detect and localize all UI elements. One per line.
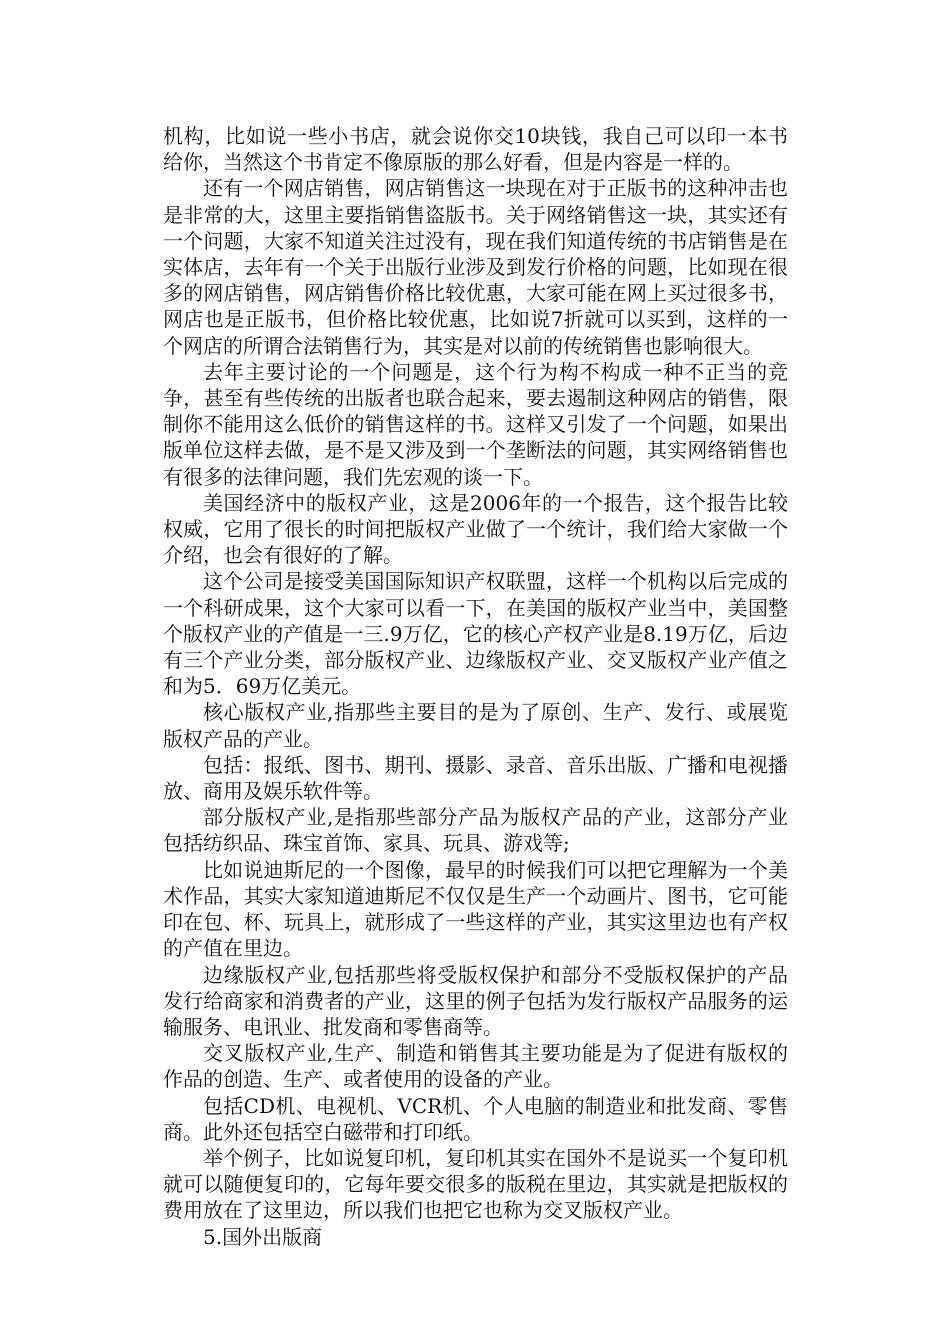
paragraph-2: 还有一个网店销售，网店销售这一块现在对于正版书的这种冲击也是非常的大，这里主要指销售盗版书。关于网络销售这一块，其实还有一个问题，大家不知道关注过没有，现在我们知道传统的书店销售是在实体店，去年有一个关于出版行业涉及到发行价格的问题，比如现在很多的网店销售，网店销售价格比较优惠，大家可能在网上买过很多书，网店也是正版书，但价格比较优惠，比如说7折就可以买到，这样的一个网店的所谓合法销售行为，其实是对以前的传统销售也影响很大。 xyxy=(163,176,788,358)
section-heading: 5.国外出版商 xyxy=(203,1224,323,1249)
paragraph-9: 比如说迪斯尼的一个图像，最早的时候我们可以把它理解为一个美术作品，其实大家知道迪斯尼不仅仅是生产一个动画片、图书，它可能印在包、杯、玩具上，就形成了一些这样的产业，其实这里边也有产权的产值在里边。 xyxy=(163,857,788,961)
paragraph-7: 包括：报纸、图书、期刊、摄影、录音、音乐出版、广播和电视播放、商用及娱乐软件等。 xyxy=(163,752,788,804)
paragraph-4: 美国经济中的版权产业，这是2006年的一个报告，这个报告比较权威，它用了很长的时间把版权产业做了一个统计，我们给大家做一个介绍，也会有很好的了解。 xyxy=(163,490,788,568)
paragraph-6: 核心版权产业,指那些主要目的是为了原创、生产、发行、或展览版权产品的产业。 xyxy=(163,700,788,751)
paragraph-13: 举个例子，比如说复印机，复印机其实在国外不是说买一个复印机就可以随便复印的，它每年要交很多的版税在里边，其实就是把版权的费用放在了这里边，所以我们也把它也称为交叉版权产业。 xyxy=(163,1145,788,1223)
paragraph-1: 机构，比如说一些小书店，就会说你交10块钱，我自己可以印一本书给你，当然这个书肯定不像原版的那么好看，但是内容是一样的。 xyxy=(163,124,788,175)
paragraph-5: 这个公司是接受美国国际知识产权联盟，这样一个机构以后完成的一个科研成果，这个大家可以看一下，在美国的版权产业当中，美国整个版权产业的产值是一三.9万亿，它的核心产权产业是8.19万亿，后边有三个产业分类，部分版权产业、边缘版权产业、交叉版权产业产值之和为5．69万亿美元。 xyxy=(163,569,788,699)
paragraph-10: 边缘版权产业,包括那些将受版权保护和部分不受版权保护的产品发行给商家和消费者的产业，这里的例子包括为发行版权产品服务的运输服务、电讯业、批发商和零售商等。 xyxy=(163,962,788,1039)
paragraph-8: 部分版权产业,是指那些部分产品为版权产品的产业，这部分产业包括纺织品、珠宝首饰、家具、玩具、游戏等; xyxy=(163,805,788,856)
paragraph-12: 包括CD机、电视机、VCR机、个人电脑的制造业和批发商、零售商。此外还包括空白磁带和打印纸。 xyxy=(163,1093,788,1144)
document-body xyxy=(163,123,788,1250)
paragraph-3: 去年主要讨论的一个问题是，这个行为构不构成一种不正当的竞争，甚至有些传统的出版者也联合起来，要去遏制这种网店的销售，限制你不能用这么低价的销售这样的书。这样又引发了一个问题，如果出版单位这样去做，是不是又涉及到一个垄断法的问题，其实网络销售也有很多的法律问题，我们先宏观的谈一下。 xyxy=(163,359,788,489)
paragraph-11: 交叉版权产业,生产、制造和销售其主要功能是为了促进有版权的作品的创造、生产、或者使用的设备的产业。 xyxy=(163,1041,788,1092)
